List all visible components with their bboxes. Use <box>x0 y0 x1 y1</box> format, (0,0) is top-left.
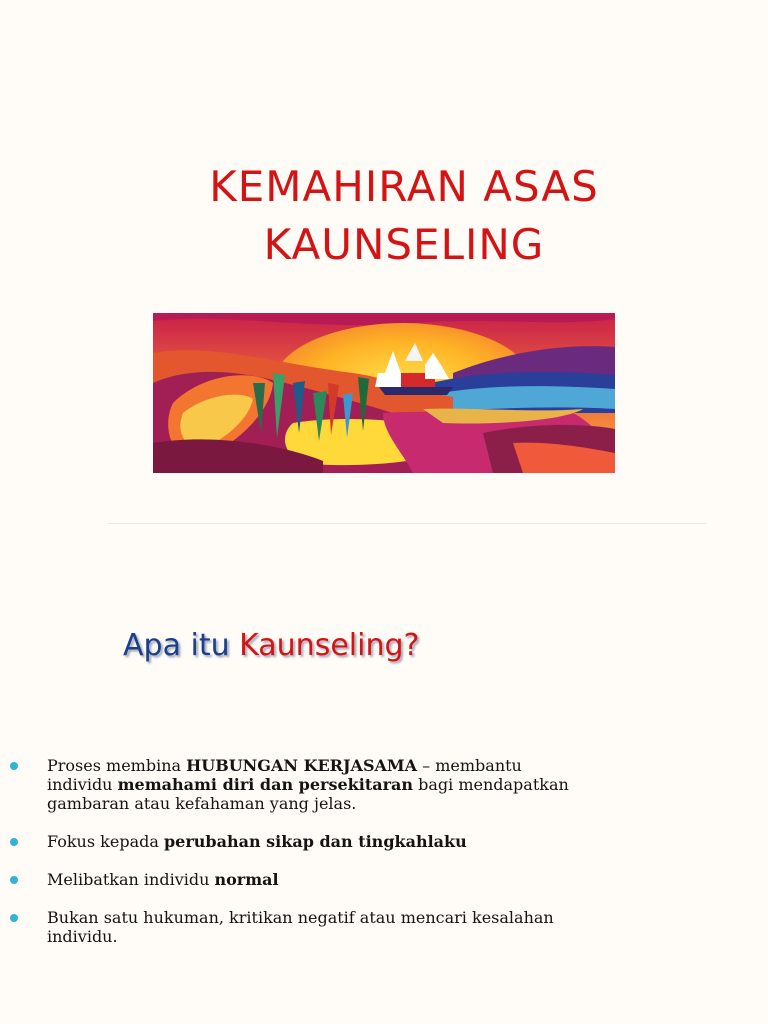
slide-title-line-2: KAUNSELING <box>263 220 545 269</box>
bullet-dot-icon <box>10 762 18 770</box>
slide-divider <box>108 523 706 524</box>
sunset-landscape-painting <box>153 313 615 473</box>
list-item <box>0 832 660 851</box>
bullet-bold-text: memahami diri dan persekitaran <box>117 775 413 794</box>
slide-heading-highlight: Kaunseling? <box>239 628 420 663</box>
bullet-text: Melibatkan individu <box>47 870 215 889</box>
bullet-dot-icon <box>10 876 18 884</box>
bullet-text: – membantu <box>417 756 522 775</box>
bullet-text: gambaran atau kefahaman yang jelas. <box>47 794 357 813</box>
list-item <box>0 908 660 946</box>
bullet-bold-text: normal <box>214 870 279 889</box>
bullet-text: Fokus kepada <box>47 832 164 851</box>
slide-title-line-1: KEMAHIRAN ASAS <box>209 162 599 211</box>
list-item <box>0 756 660 813</box>
list-item <box>0 870 660 889</box>
slide-heading-prefix: Apa itu <box>123 628 240 663</box>
slide-heading <box>123 624 419 668</box>
bullet-dot-icon <box>10 914 18 922</box>
bullet-bold-text: HUBUNGAN KERJASAMA <box>186 756 418 775</box>
bullet-text: Proses membina <box>47 756 187 775</box>
bullet-text: individu <box>47 775 118 794</box>
bullet-bold-text: perubahan sikap dan tingkahlaku <box>163 832 467 851</box>
slide-title <box>0 158 768 274</box>
bullet-text: Bukan satu hukuman, kritikan negatif atau mencari kesalahan <box>47 908 554 927</box>
bullet-dot-icon <box>10 838 18 846</box>
bullet-list <box>0 756 660 965</box>
bullet-text: individu. <box>47 927 118 946</box>
bullet-text: bagi mendapatkan <box>413 775 569 794</box>
